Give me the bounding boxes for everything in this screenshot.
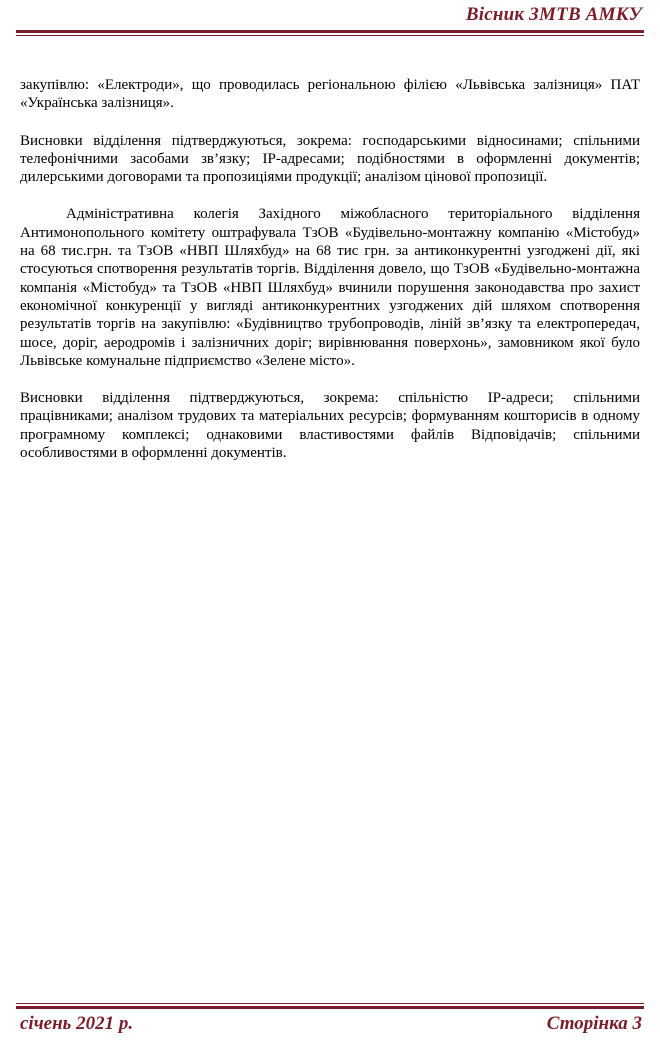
issue-date: січень 2021 р. xyxy=(20,1013,134,1034)
header-rule-thick xyxy=(16,30,644,33)
paragraph-4: Висновки відділення підтверджуються, зокрема: спільністю IP-адреси; спільними працівниками; аналізом трудових та матеріальних ресурсів; формуванням кошторисів в одному програмному комплексі; однаковими властивостями файлів Відповідачів; спільними особливостями в оформленні документів. xyxy=(20,390,640,462)
header-rule-thin xyxy=(16,35,644,36)
paragraph-3: Адміністративна колегія Західного міжобласного територіального відділення Антимонопольного комітету оштрафувала ТзОВ «Будівельно-монтажну компанію «Містобуд» на 68 тис.грн. та ТзОВ «НВП Шляхбуд» на 68 тис грн. за антиконкурентні узгоджені дії, які стосуються спотворення результатів торгів. Відділення довело, що ТзОВ «Будівельно-монтажна компанія «Містобуд» та ТзОВ «НВП Шляхбуд» вчинили порушення законодавства про захист економічної конкуренції у вигляді антиконкурентних узгоджених дій шляхом спотворення результатів торгів на закупівлю: «Будівництво трубопроводів, ліній зв’язку та електропередач, шосе, доріг, аеродромів і залізничних доріг; вирівнювання поверхонь», замовником якої було Львівське комунальне підприємство «Зелене місто». xyxy=(20,206,640,369)
article-body xyxy=(20,76,640,481)
page-number: Сторінка 3 xyxy=(546,1013,642,1034)
journal-title: Вісник ЗМТВ АМКУ xyxy=(465,4,642,25)
paragraph-2: Висновки відділення підтверджуються, зокрема: господарськими відносинами; спільними телефонічними засобами зв’язку; IP-адресами; подібностями в оформленні документів; дилерськими договорами та пропозиціями продукції; аналізом цінової пропозиції. xyxy=(20,132,640,186)
footer-rule-thin xyxy=(16,1003,644,1004)
footer-rule-thick xyxy=(16,1006,644,1009)
paragraph-1: закупівлю: «Електроди», що проводилась регіональною філією «Львівська залізниця» ПАТ «Українська залізниця». xyxy=(20,77,640,112)
